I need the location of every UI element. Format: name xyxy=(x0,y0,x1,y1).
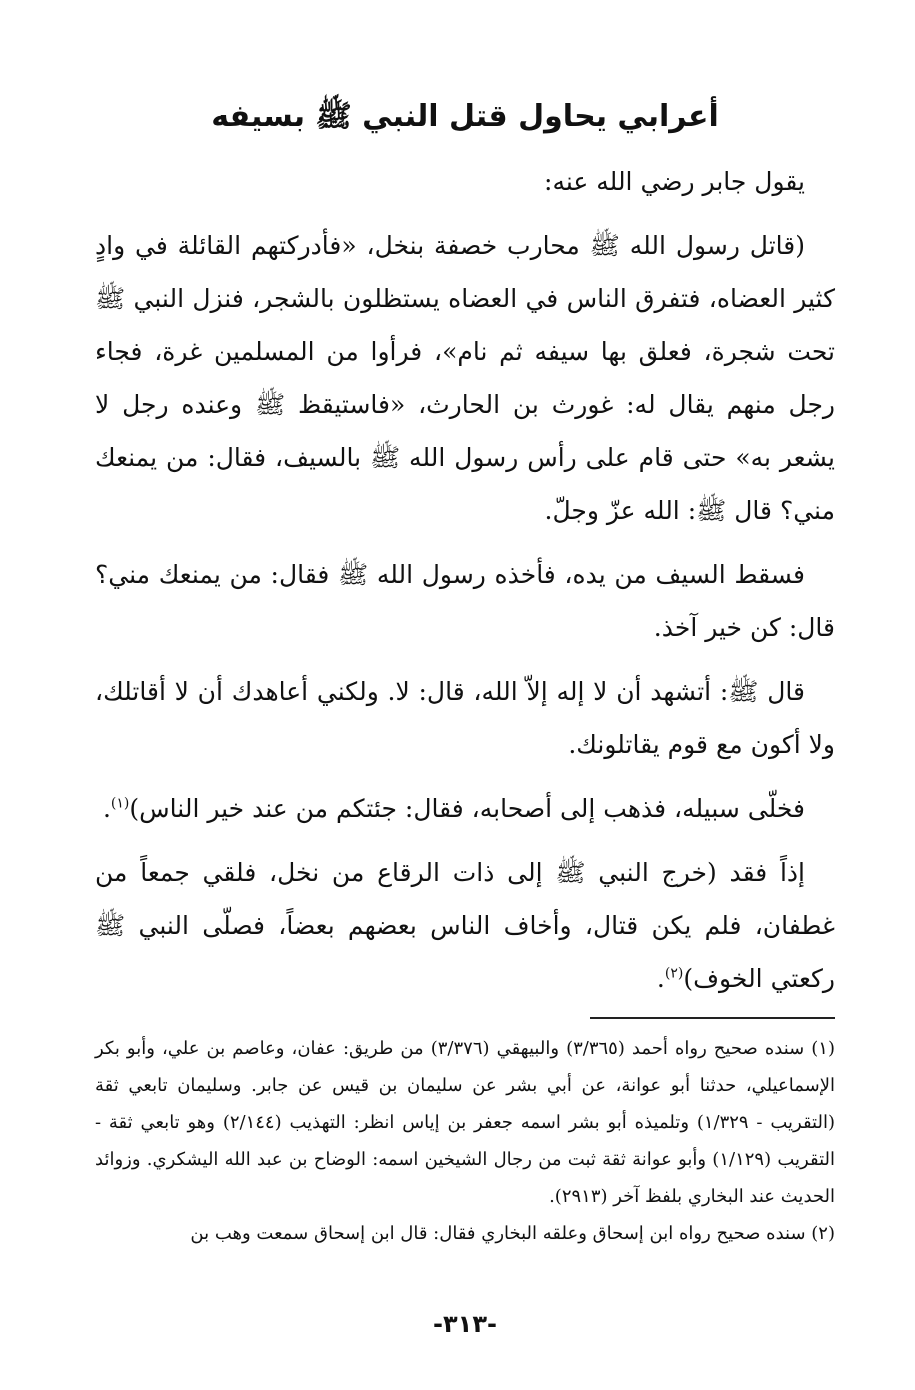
page-number: -٣١٣- xyxy=(433,1310,497,1338)
footnote: (١) سنده صحيح رواه أحمد (٣/٣٦٥) والبيهقي (٣/٣٧٦) من طريق: عفان، وعاصم بن علي، وأبو بكر الإسماعيلي، حدثنا أبو عوانة، عن أبي بشر عن سليمان بن قيس عن جابر. وسليمان تابعي ثقة (التقريب - ١/٣٢٩) وتلميذه أبو بشر اسمه جعفر بن إياس انظر: التهذيب (٢/١٤٤) وهو تابعي ثقة - التقريب (١/١٢٩) وأبو عوانة ثقة ثبت من رجال الشيخين اسمه: الوضاح بن عبد الله اليشكري. وزوائد الحديث عند البخاري بلفظ آخر (٢٩١٣). xyxy=(95,1038,836,1207)
footnotes xyxy=(95,1030,835,1252)
paragraph-text: فخلّى سبيله، فذهب إلى أصحابه، فقال: جئتكم من عند خير الناس) xyxy=(129,794,805,823)
document-page xyxy=(95,0,835,1390)
main-text xyxy=(95,155,835,1016)
paragraph-text: إذاً فقد (خرج النبي ﷺ إلى ذات الرقاع من نخل، فلقي جمعاً من غطفان، فلم يكن قتال، وأخاف الناس بعضهم بعضاً، فصلّى النبي ﷺ ركعتي الخوف) xyxy=(95,858,835,993)
section-title: أعرابي يحاول قتل النبي ﷺ بسيفه xyxy=(211,99,719,134)
footnote-divider xyxy=(590,1017,835,1019)
footnote-mark: (١) xyxy=(110,795,130,812)
paragraph: (قاتل رسول الله ﷺ محارب خصفة بنخل، «فأدركتهم القائلة في وادٍ كثير العضاه، فتفرق الناس في العضاه يستظلون بالشجر، فنزل النبي ﷺ تحت شجرة، فعلق بها سيفه ثم نام»، فرأوا من المسلمين غرة، فجاء رجل منهم يقال له: غورث بن الحارث، «فاستيقظ ﷺ وعنده رجل لا يشعر به» حتى قام على رأس رسول الله ﷺ بالسيف، فقال: من يمنعك مني؟ قال ﷺ: الله عزّ وجلّ. xyxy=(95,231,836,525)
paragraph: فخلّى سبيله، فذهب إلى أصحابه، فقال: جئتكم من عند خير الناس)$^{(١)}$. xyxy=(102,794,805,823)
paragraph: قال ﷺ: أتشهد أن لا إله إلاّ الله، قال: لا. ولكني أعاهدك أن لا أقاتلك، ولا أكون مع قوم يقاتلونك. xyxy=(95,677,835,759)
footnote-mark: (٢) xyxy=(664,965,684,982)
paragraph: فسقط السيف من يده، فأخذه رسول الله ﷺ فقال: من يمنعك مني؟ قال: كن خير آخذ. xyxy=(95,560,835,642)
paragraph: إذاً فقد (خرج النبي ﷺ إلى ذات الرقاع من نخل، فلقي جمعاً من غطفان، فلم يكن قتال، وأخاف الناس بعضهم بعضاً، فصلّى النبي ﷺ ركعتي الخوف)$^{(٢)}$. xyxy=(95,858,835,993)
footnote: (٢) سنده صحيح رواه ابن إسحاق وعلقه البخاري فقال: قال ابن إسحاق سمعت وهب بن xyxy=(190,1223,835,1244)
paragraph: يقول جابر رضي الله عنه: xyxy=(544,167,805,196)
